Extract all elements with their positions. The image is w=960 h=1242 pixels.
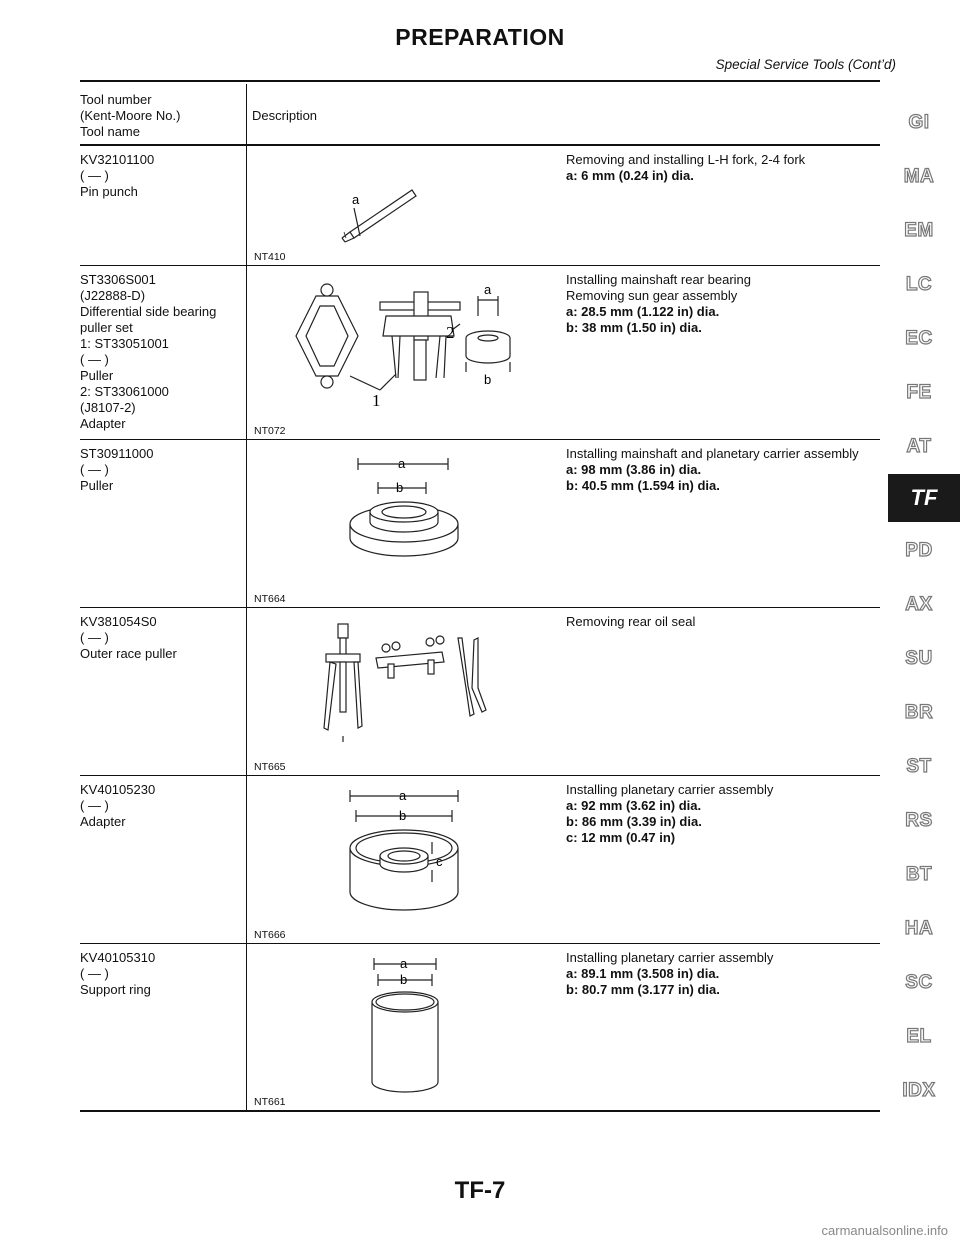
tool-description: Installing mainshaft rear bearing Removing sun gear assembly a: 28.5 mm (1.122 in) dia. b: 38 mm (1.50 in) dia. — [566, 272, 751, 335]
tool-figure — [246, 776, 546, 943]
tool-info: ST30911000 ( — ) Puller — [80, 446, 154, 493]
header-description: Description — [252, 108, 318, 123]
index-tab-fe[interactable]: FE — [906, 382, 932, 403]
index-tab-at[interactable]: AT — [906, 436, 932, 457]
tool-info: KV32101100 ( — ) Pin punch — [80, 152, 155, 199]
watermark: carmanualsonline.info — [821, 1223, 948, 1238]
header-tool-number: Tool number (Kent-Moore No.) Tool name — [80, 92, 181, 139]
figure-label-b: b — [484, 372, 492, 387]
page-title: PREPARATION — [395, 24, 565, 50]
header-rule — [80, 80, 880, 82]
index-tab-ec[interactable]: EC — [905, 328, 933, 349]
puller-set-illustration — [246, 266, 546, 436]
tool-description: Removing and installing L-H fork, 2-4 fork a: 6 mm (0.24 in) dia. — [566, 152, 806, 183]
figure-label-c: c — [436, 854, 443, 869]
table-header-row — [80, 84, 880, 146]
index-tab-em[interactable]: EM — [904, 220, 934, 241]
figure-label-2: 2 — [446, 323, 455, 342]
tool-info: KV40105310 ( — ) Support ring — [80, 950, 156, 997]
pin-punch-illustration — [246, 146, 546, 264]
tool-info: ST3306S001 (J22888-D) Differential side bearing puller set 1: ST33051001 ( — ) Puller 2: ST33061000 (J8107-2) Adapter — [80, 272, 217, 431]
index-tab-br[interactable]: BR — [904, 702, 934, 723]
figure-label-a: a — [352, 192, 360, 207]
tool-info: KV381054S0 ( — ) Outer race puller — [80, 614, 177, 661]
index-tab-su[interactable]: SU — [905, 648, 933, 669]
table-row — [80, 608, 880, 776]
figure-code: NT410 — [254, 251, 286, 263]
tool-figure — [246, 608, 546, 775]
index-tab-el[interactable]: EL — [906, 1026, 932, 1047]
index-tab-sc[interactable]: SC — [905, 972, 933, 993]
index-tab-bt[interactable]: BT — [905, 864, 933, 885]
tool-figure — [246, 266, 546, 439]
outer-race-puller-illustration — [246, 608, 546, 772]
support-ring-illustration — [246, 944, 546, 1108]
tools-table — [80, 84, 880, 1112]
figure-code: NT664 — [254, 593, 286, 605]
tool-description: Installing planetary carrier assembly a: 92 mm (3.62 in) dia. b: 86 mm (3.39 in) dia. c: 12 mm (0.47 in) — [566, 782, 774, 845]
figure-code: NT072 — [254, 425, 286, 437]
index-tab-gi[interactable]: GI — [908, 112, 930, 133]
figure-label-a: a — [400, 956, 408, 971]
figure-code: NT666 — [254, 929, 286, 941]
figure-label-b: b — [396, 480, 404, 495]
tool-description: Removing rear oil seal — [566, 614, 696, 629]
table-row — [80, 944, 880, 1112]
figure-label-b: b — [400, 972, 408, 987]
index-tab-st[interactable]: ST — [906, 756, 932, 777]
index-tab-ax[interactable]: AX — [905, 594, 933, 615]
index-tab-rs[interactable]: RS — [905, 810, 933, 831]
figure-code: NT661 — [254, 1096, 286, 1108]
table-row — [80, 776, 880, 944]
index-tab-pd[interactable]: PD — [905, 540, 933, 561]
tool-description: Installing mainshaft and planetary carrier assembly a: 98 mm (3.86 in) dia. b: 40.5 mm (1.594 in) dia. — [566, 446, 859, 493]
index-tab-idx[interactable]: IDX — [902, 1080, 936, 1101]
figure-label-a: a — [484, 282, 492, 297]
page-subtitle: Special Service Tools (Cont’d) — [715, 57, 896, 72]
index-tab-lc[interactable]: LC — [905, 274, 933, 295]
page-number: TF-7 — [454, 1177, 506, 1204]
tool-figure — [246, 146, 546, 265]
index-tab-tf-active[interactable]: TF — [888, 474, 960, 522]
figure-label-1: 1 — [372, 391, 381, 410]
tool-figure — [246, 944, 546, 1110]
figure-code: NT665 — [254, 761, 286, 773]
tool-info: KV40105230 ( — ) Adapter — [80, 782, 156, 829]
adapter-illustration — [246, 776, 546, 940]
table-row — [80, 146, 880, 266]
table-row — [80, 266, 880, 440]
tool-description: Installing planetary carrier assembly a: 89.1 mm (3.508 in) dia. b: 80.7 mm (3.177 in) dia. — [566, 950, 774, 997]
figure-label-a: a — [399, 788, 407, 803]
index-tab-ma[interactable]: MA — [903, 166, 935, 187]
puller-ring-illustration — [246, 440, 546, 604]
figure-label-b: b — [399, 808, 407, 823]
figure-label-a: a — [398, 456, 406, 471]
tool-figure — [246, 440, 546, 607]
index-tab-ha[interactable]: HA — [904, 918, 934, 939]
table-row — [80, 440, 880, 608]
